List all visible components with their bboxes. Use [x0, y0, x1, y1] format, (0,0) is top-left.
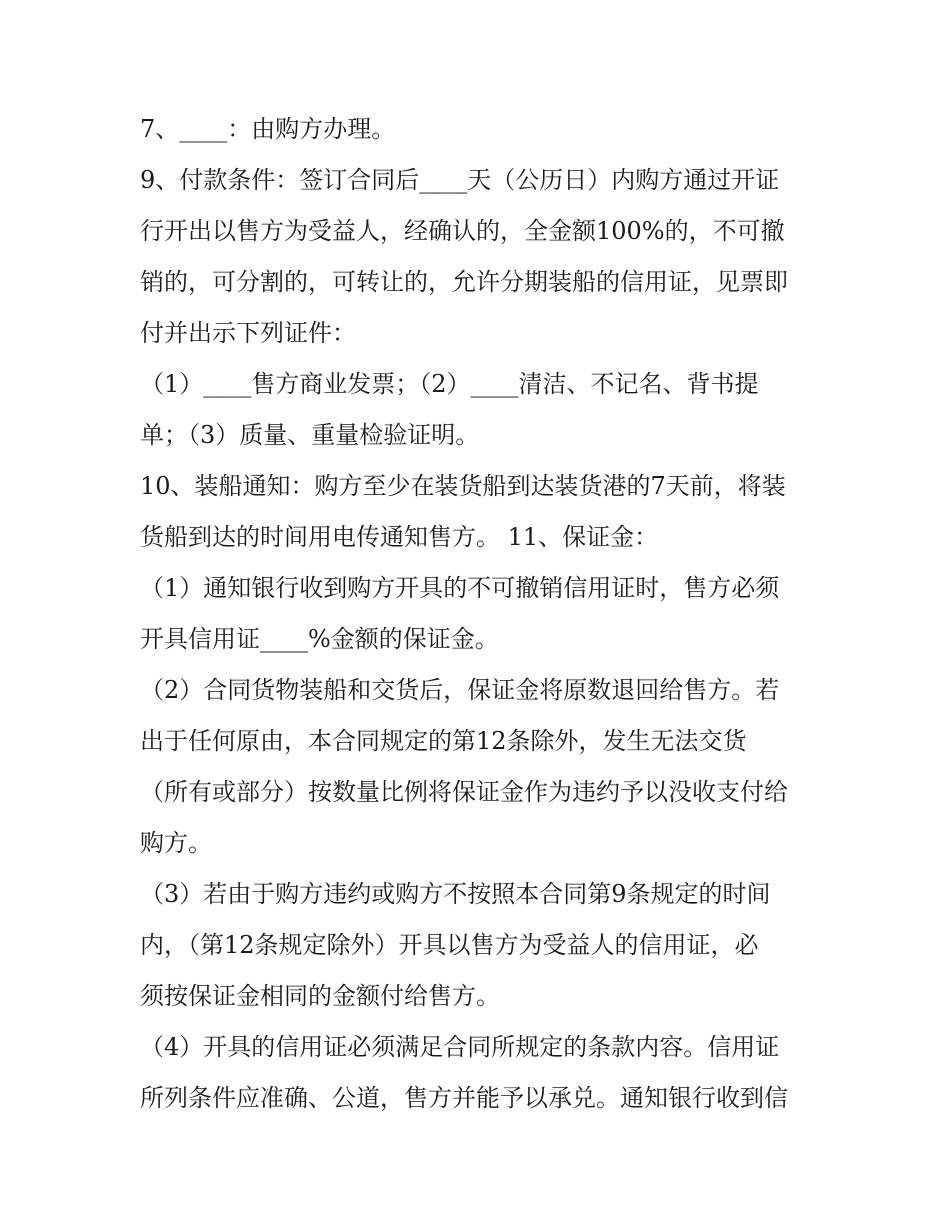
clause-10-line-1: 10、装船通知：购方至少在装货船到达装货港的7天前，将装: [140, 472, 786, 500]
deposit-item-3-line-1: （3）若由于购方违约或购方不按照本合同第9条规定的时间: [140, 880, 771, 908]
documents-list-line-1: （1）____售方商业发票；（2）____清洁、不记名、背书提: [140, 370, 759, 398]
documents-list-line-2: 单；（3）质量、重量检验证明。: [140, 421, 480, 449]
deposit-item-2-line-2: 出于任何原由，本合同规定的第12条除外，发生无法交货: [140, 727, 747, 755]
deposit-item-4-line-1: （4）开具的信用证必须满足合同所规定的条款内容。信用证: [140, 1033, 780, 1061]
deposit-item-1-line-2: 开具信用证____%金额的保证金。: [140, 625, 499, 653]
deposit-item-4-line-2: 所列条件应准确、公道，售方并能予以承兑。通知银行收到信: [140, 1084, 788, 1112]
deposit-item-2-line-3: （所有或部分）按数量比例将保证金作为违约予以没收支付给: [140, 778, 788, 806]
clause-9-line-4: 付并出示下列证件：: [140, 319, 356, 347]
clause-9-line-1: 9、付款条件：签订合同后____天（公历日）内购方通过开证: [140, 166, 780, 194]
deposit-item-3-line-2: 内，（第12条规定除外）开具以售方为受益人的信用证，必: [140, 931, 759, 959]
deposit-item-2-line-1: （2）合同货物装船和交货后，保证金将原数退回给售方。若: [140, 676, 780, 704]
clause-7-line: 7、____：由购方办理。: [140, 115, 396, 143]
deposit-item-2-line-4: 购方。: [140, 829, 212, 857]
clause-10-line-2: 货船到达的时间用电传通知售方。 11、保证金：: [140, 523, 659, 551]
deposit-item-1-line-1: （1）通知银行收到购方开具的不可撤销信用证时，售方必须: [140, 574, 780, 602]
clause-9-line-3: 销的，可分割的，可转让的，允许分期装船的信用证，见票即: [140, 268, 788, 296]
clause-9-line-2: 行开出以售方为受益人，经确认的，全金额100%的，不可撤: [140, 217, 785, 245]
deposit-item-3-line-3: 须按保证金相同的金额付给售方。: [140, 982, 500, 1010]
